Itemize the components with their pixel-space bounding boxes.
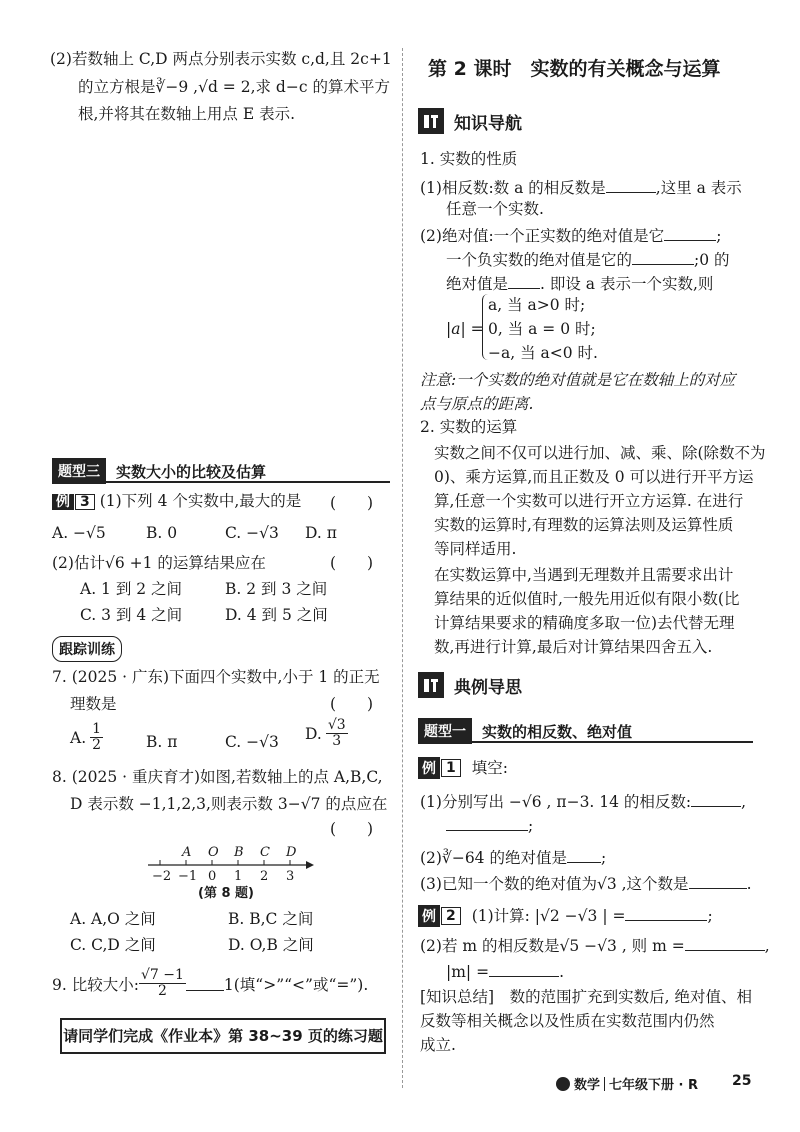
example-3-q1: 例 3 (1)下列 4 个实数中,最大的是 bbox=[52, 494, 301, 510]
point-label-b: B bbox=[234, 845, 244, 860]
point-label-d: D bbox=[286, 845, 297, 860]
point-label-o: O bbox=[208, 845, 219, 860]
k2-text: 实数的运算时,有理数的运算法则及运算性质 bbox=[434, 516, 734, 534]
lesson-title: 第 2 课时 实数的有关概念与运算 bbox=[428, 58, 721, 80]
q8-line-1: 8. (2025 · 重庆育才)如图,若数轴上的点 A,B,C, bbox=[52, 768, 383, 786]
example-1-title: 例 1 填空: bbox=[418, 756, 508, 779]
option-b: B. 0 bbox=[146, 524, 178, 542]
answer-paren: ( ) bbox=[330, 820, 374, 838]
knowledge-nav-header bbox=[418, 108, 522, 134]
example-badge: 例 3 bbox=[52, 494, 95, 510]
k1-abs-3: 绝对值是 . 即设 a 表示一个实数,则 bbox=[446, 275, 714, 293]
column-divider bbox=[402, 48, 403, 1088]
page-number: 25 bbox=[732, 1073, 752, 1089]
option-a: A. 1 到 2 之间 bbox=[80, 580, 183, 598]
option-d: D. 4 到 5 之间 bbox=[225, 606, 328, 624]
footer-divider bbox=[604, 1077, 605, 1091]
tick-label: −1 bbox=[178, 869, 198, 884]
homework-reminder-box: 请同学们完成《作业本》第 38~39 页的练习题 bbox=[60, 1018, 386, 1054]
note-line-1: 注意:一个实数的绝对值就是它在数轴上的对应 bbox=[420, 371, 736, 389]
section-title: 实数大小的比较及估算 bbox=[116, 462, 267, 481]
page-footer bbox=[556, 1074, 698, 1093]
abs-case-1: a, 当 a>0 时; bbox=[488, 296, 586, 314]
k2-text: 实数之间不仅可以进行加、减、乘、除(除数不为 bbox=[434, 444, 766, 462]
logo-icon bbox=[556, 1077, 570, 1091]
examples-header bbox=[418, 672, 522, 698]
section-rule bbox=[418, 741, 753, 743]
abs-case-2: 0, 当 a = 0 时; bbox=[488, 320, 596, 338]
q2-line-1: (2)若数轴上 C,D 两点分别表示实数 c,d,且 2c+1 bbox=[50, 50, 392, 68]
tick-label: 2 bbox=[260, 869, 269, 884]
note-line-2: 点与原点的距离. bbox=[420, 395, 534, 413]
answer-paren: ( ) bbox=[330, 494, 374, 512]
k2-text: 算结果的近似值时,一般先用近似有限小数(比 bbox=[434, 590, 740, 608]
example-1-q2: (2)∛−64 的绝对值是 ; bbox=[420, 849, 607, 867]
option-c: C. −√3 bbox=[225, 524, 279, 542]
example-2-q1: 例 2 (1)计算: |√2 −√3 | = ; bbox=[418, 904, 713, 927]
footer-brand: 数学 bbox=[574, 1078, 601, 1093]
k1-abs-2: 一个负实数的绝对值是它的 ;0 的 bbox=[446, 251, 730, 269]
q8-option-a: A. A,O 之间 bbox=[70, 910, 156, 928]
k2-text: 在实数运算中,当遇到无理数并且需要求出计 bbox=[434, 566, 734, 584]
k2-text: 算,任意一个实数可以进行开立方运算. 在进行 bbox=[434, 492, 744, 510]
q9-fraction: $\frac{√7 -1}{2}$ bbox=[140, 967, 184, 1000]
option-d: D. π bbox=[305, 524, 337, 542]
examples-title: 典例导思 bbox=[454, 677, 522, 698]
example-badge: 例 2 bbox=[418, 905, 461, 927]
q7-option-d: D. $\frac{√3}{3}$ bbox=[305, 717, 346, 750]
summary-line-3: 成立. bbox=[420, 1036, 456, 1054]
q7-line-1: 7. (2025 · 广东)下面四个实数中,小于 1 的正无 bbox=[52, 668, 380, 686]
q2-line-2: 的立方根是∛−9 ,√d = 2,求 d−c 的算术平方 bbox=[78, 78, 390, 96]
book-icon bbox=[418, 108, 444, 134]
q8-option-c: C. C,D 之间 bbox=[70, 936, 156, 954]
tick-label: 0 bbox=[208, 869, 217, 884]
option-b: B. 2 到 3 之间 bbox=[225, 580, 328, 598]
answer-paren: ( ) bbox=[330, 554, 374, 572]
summary-line-2: 反数等相关概念以及性质在实数范围内仍然 bbox=[420, 1012, 715, 1030]
k1-abs-1: (2)绝对值:一个正实数的绝对值是它 ; bbox=[420, 227, 722, 245]
k1-opposite: (1)相反数:数 a 的相反数是 ,这里 a 表示 bbox=[420, 179, 742, 197]
figure-caption: (第 8 题) bbox=[198, 886, 254, 901]
option-c: C. 3 到 4 之间 bbox=[80, 606, 183, 624]
k2-text: 0)、乘方运算,而且正数及 0 可以进行开平方运 bbox=[434, 468, 754, 486]
k2-text: 等同样适用. bbox=[434, 540, 517, 558]
number-line-figure bbox=[140, 845, 320, 887]
q2-line-3: 根,并将其在数轴上用点 E 表示. bbox=[78, 105, 296, 123]
answer-paren: ( ) bbox=[330, 695, 374, 713]
k2-text: 数,再进行计算,最后对计算结果四舍五入. bbox=[434, 638, 713, 656]
q8-option-b: B. B,C 之间 bbox=[228, 910, 314, 928]
example-2-q2-cont: |m| = . bbox=[446, 963, 564, 981]
abs-formula-lhs: |a| = bbox=[446, 320, 484, 338]
point-label-a: A bbox=[182, 845, 192, 860]
example-3-q2: (2)估计√6 +1 的运算结果应在 bbox=[52, 554, 266, 572]
section-rule bbox=[52, 481, 390, 483]
q9: 9. 比较大小: $\frac{√7 -1}{2}$ 1(填“>”“<”或“=”). bbox=[52, 967, 369, 1000]
example-1-q1-cont: ; bbox=[446, 816, 533, 835]
section-tag: 题型一 bbox=[418, 718, 472, 744]
tick-label: −2 bbox=[152, 869, 172, 884]
example-1-q1: (1)分别写出 −√6 , π−3. 14 的相反数: , bbox=[420, 793, 747, 811]
track-training-badge: 跟踪训练 bbox=[52, 636, 122, 662]
section-tag: 题型三 bbox=[52, 458, 106, 484]
example-1-q3: (3)已知一个数的绝对值为√3 ,这个数是 . bbox=[420, 875, 752, 893]
k2-heading: 2. 实数的运算 bbox=[420, 418, 518, 436]
footer-grade: 七年级下册 · R bbox=[609, 1078, 699, 1093]
summary-line-1: [知识总结] 数的范围扩充到实数后, 绝对值、相 bbox=[420, 988, 752, 1006]
tick-label: 3 bbox=[286, 869, 295, 884]
q7-option-b: B. π bbox=[146, 733, 178, 751]
q7-option-c: C. −√3 bbox=[225, 733, 279, 751]
tick-label: 1 bbox=[234, 869, 243, 884]
q7-line-2: 理数是 bbox=[70, 695, 117, 713]
q8-line-2: D 表示数 −1,1,2,3,则表示数 3−√7 的点应在 bbox=[70, 795, 388, 813]
abs-case-3: −a, 当 a<0 时. bbox=[488, 344, 598, 362]
point-label-c: C bbox=[260, 845, 270, 860]
example-badge: 例 1 bbox=[418, 757, 461, 779]
q8-option-d: D. O,B 之间 bbox=[228, 936, 314, 954]
section-title: 实数的相反数、绝对值 bbox=[482, 722, 633, 741]
k1-heading: 1. 实数的性质 bbox=[420, 150, 518, 168]
k2-text: 计算结果要求的精确度多取一位)去代替无理 bbox=[434, 614, 735, 632]
answer-blank bbox=[186, 976, 224, 991]
k1-opposite-cont: 任意一个实数. bbox=[446, 200, 544, 218]
knowledge-nav-title: 知识导航 bbox=[454, 113, 522, 134]
option-a: A. −√5 bbox=[52, 524, 106, 542]
q7-option-a: A. $\frac{1}{2}$ bbox=[70, 721, 102, 754]
book-icon bbox=[418, 672, 444, 698]
example-2-q2: (2)若 m 的相反数是√5 −√3 , 则 m = , bbox=[420, 937, 770, 955]
